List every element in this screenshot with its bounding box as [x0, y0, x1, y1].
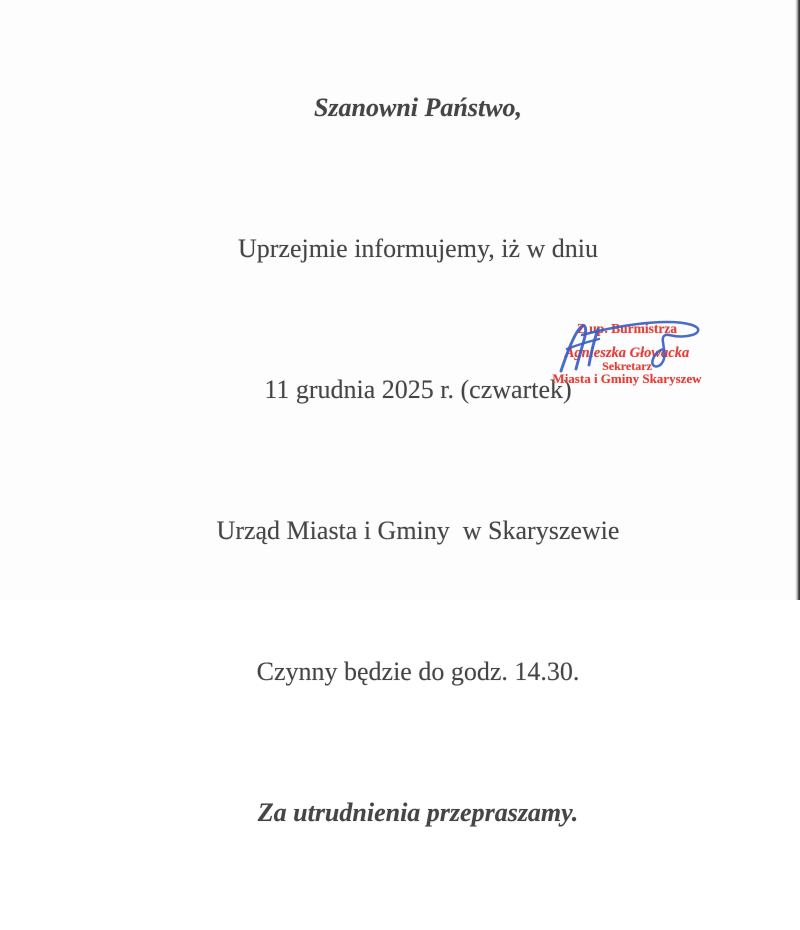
- info-line: Uprzejmie informujemy, iż w dniu: [237, 234, 599, 263]
- signer-title: Sekretarz: [602, 359, 652, 373]
- date-line: 11 grudnia 2025 r. (czwartek): [264, 375, 572, 404]
- hours-line: Czynny będzie do godz. 14.30.: [256, 657, 580, 686]
- notice-body: [36, 0, 800, 930]
- signer-org: Miasta i Gminy Skaryszew: [552, 371, 702, 386]
- scan-edge-artifact: [795, 0, 800, 600]
- signer-authority: Z up. Burmistrza: [576, 321, 678, 336]
- signature-stamp-block: [537, 322, 717, 385]
- apology-line: Za utrudnienia przepraszamy.: [257, 798, 579, 827]
- office-line: Urząd Miasta i Gminy w Skaryszewie: [216, 516, 620, 545]
- greeting-line: Szanowni Państwo,: [313, 93, 523, 122]
- signer-name: Agnieszka Głowacka: [564, 345, 690, 361]
